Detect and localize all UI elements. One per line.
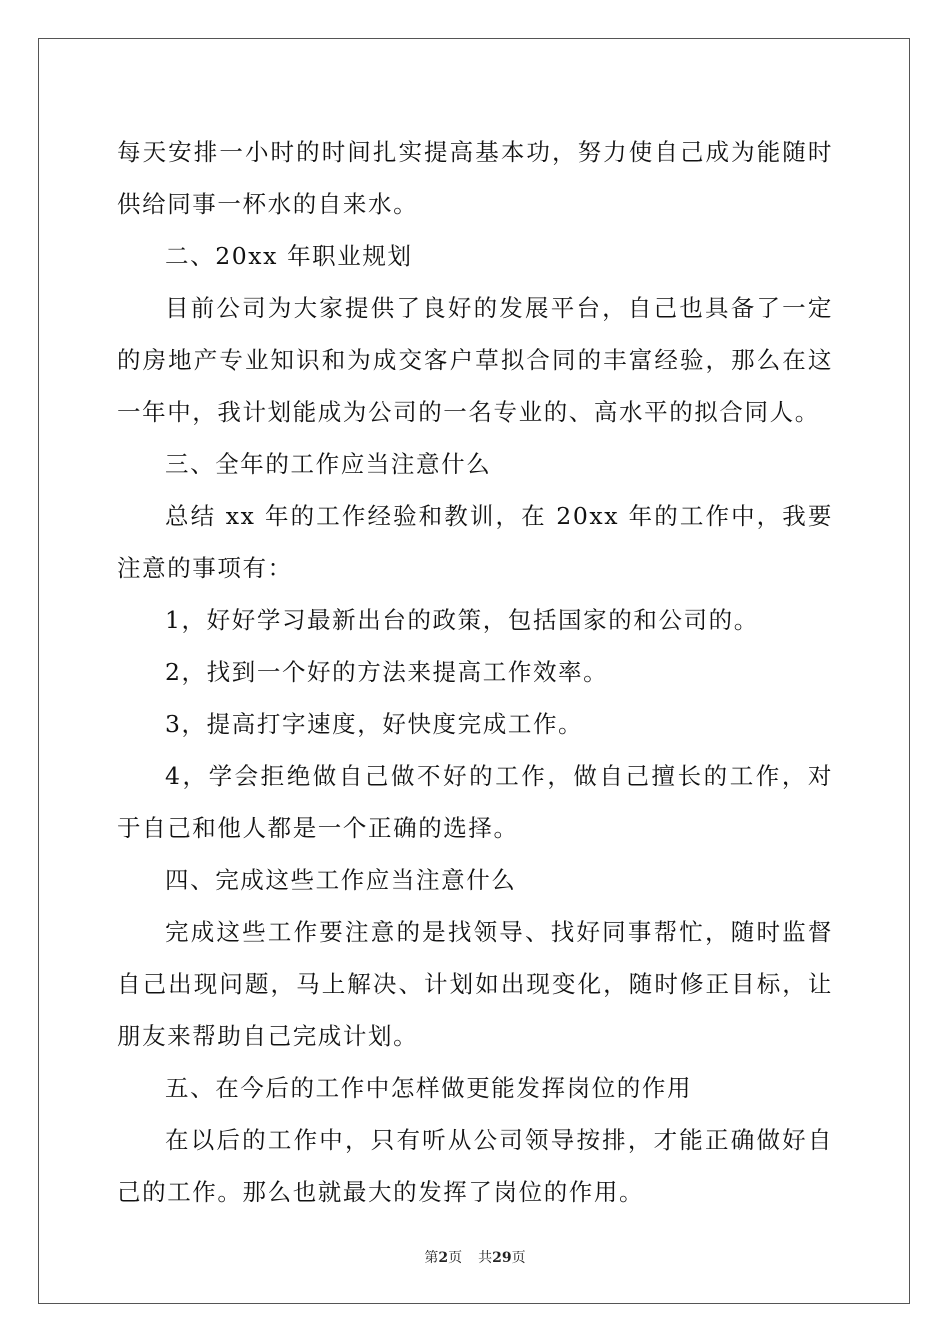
page-number: 2 [438,1250,449,1266]
paragraph-2: 目前公司为大家提供了良好的发展平台，自己也具备了一定的房地产专业知识和为成交客户草拟合同的丰富经验，那么在这一年中，我计划能成为公司的一名专业的、高水平的拟合同人。 [117,294,833,426]
page-footer [0,1247,950,1267]
document-body [117,126,833,1218]
paragraph-4: 完成这些工作要注意的是找领导、找好同事帮忙，随时监督自己出现问题，马上解决、计划如出现变化，随时修正目标，让朋友来帮助自己完成计划。 [117,918,833,1050]
section-heading-3: 三、全年的工作应当注意什么 [165,450,492,478]
list-item-1: 1，好好学习最新出台的政策，包括国家的和公司的。 [165,606,759,634]
section-heading-4: 四、完成这些工作应当注意什么 [165,866,517,894]
page-prefix: 第 [424,1250,439,1266]
list-item-4: 4，学会拒绝做自己做不好的工作，做自己擅长的工作，对于自己和他人都是一个正确的选择。 [117,762,833,842]
section-heading-5: 五、在今后的工作中怎样做更能发挥岗位的作用 [165,1074,693,1102]
total-pages: 29 [492,1250,512,1266]
paragraph-3: 总结 xx 年的工作经验和教训，在 20xx 年的工作中，我要注意的事项有： [117,502,833,582]
paragraph-1: 每天安排一小时的时间扎实提高基本功，努力使自己成为能随时供给同事一杯水的自来水。 [117,138,833,218]
total-suffix: 页 [511,1250,526,1266]
section-heading-2: 二、20xx 年职业规划 [165,242,413,270]
list-item-3: 3，提高打字速度，好快度完成工作。 [165,710,584,738]
page-suffix: 页 [448,1250,463,1266]
list-item-2: 2，找到一个好的方法来提高工作效率。 [165,658,609,686]
total-prefix: 共 [478,1250,493,1266]
paragraph-5: 在以后的工作中，只有听从公司领导按排，才能正确做好自己的工作。那么也就最大的发挥了岗位的作用。 [117,1126,833,1206]
